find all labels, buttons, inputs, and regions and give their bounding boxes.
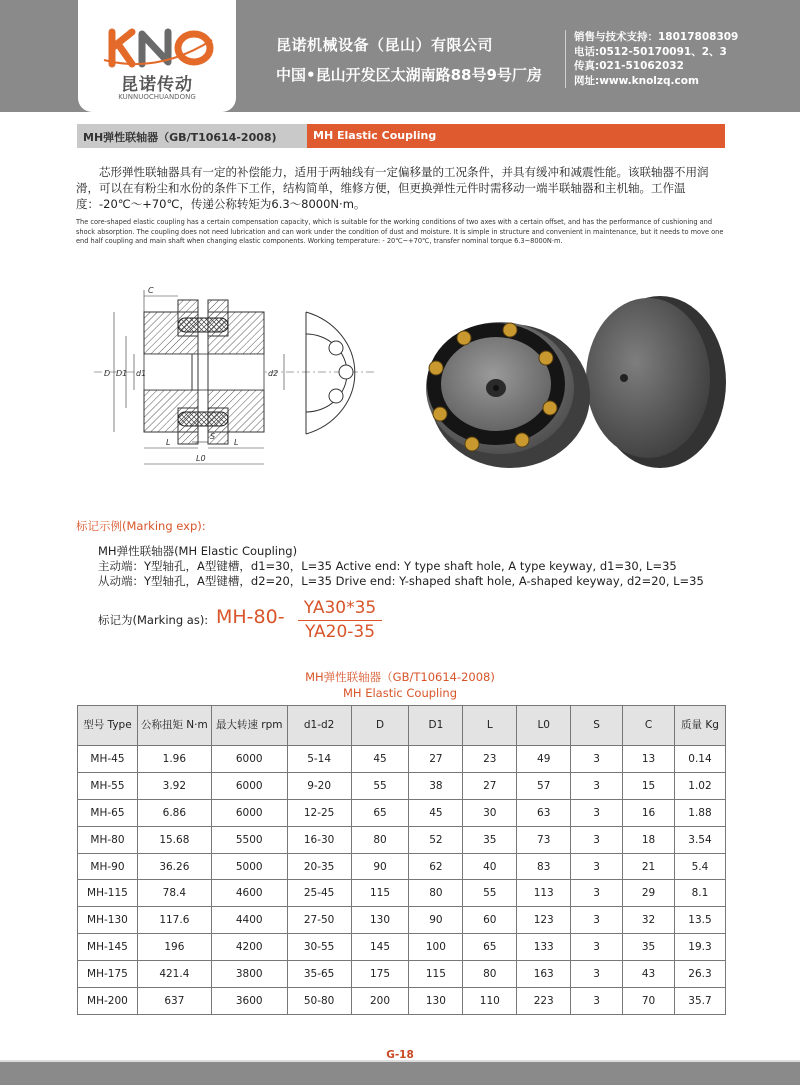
table-cell: 13 bbox=[623, 746, 675, 773]
table-cell: 35-65 bbox=[287, 961, 351, 988]
logo-text-cn: 昆诺传动 bbox=[121, 75, 193, 95]
table-cell: 115 bbox=[351, 880, 409, 907]
marking-example-title: 标记示例(Marking exp): bbox=[76, 519, 206, 533]
table-cell: 21 bbox=[623, 853, 675, 880]
table-cell: 27 bbox=[409, 746, 463, 773]
table-cell: 80 bbox=[409, 880, 463, 907]
table-cell: MH-90 bbox=[78, 853, 138, 880]
table-cell: 35.7 bbox=[674, 988, 725, 1015]
table-cell: 8.1 bbox=[674, 880, 725, 907]
dim-label-l0: L0 bbox=[196, 454, 206, 463]
table-cell: MH-200 bbox=[78, 988, 138, 1015]
table-cell: 16 bbox=[623, 799, 675, 826]
dim-label-d: D bbox=[104, 369, 111, 378]
table-cell: 63 bbox=[517, 799, 571, 826]
col-header-l0: L0 bbox=[517, 706, 571, 746]
table-cell: 3 bbox=[571, 880, 623, 907]
company-address: 中国•昆山开发区太湖南路88号9号厂房 bbox=[276, 66, 542, 84]
dim-label-s: S bbox=[210, 432, 216, 441]
table-cell: 29 bbox=[623, 880, 675, 907]
table-cell: 110 bbox=[463, 988, 517, 1015]
table-row bbox=[78, 799, 726, 826]
table-row bbox=[78, 772, 726, 799]
table-cell: 3.54 bbox=[674, 826, 725, 853]
table-row bbox=[78, 826, 726, 853]
contact-phone: 电话:0512-50170091、2、3 bbox=[574, 45, 727, 58]
table-cell: 6000 bbox=[211, 772, 287, 799]
table-cell: 49 bbox=[517, 746, 571, 773]
table-cell: 9-20 bbox=[287, 772, 351, 799]
table-cell: 3.92 bbox=[137, 772, 211, 799]
dim-label-d2: d2 bbox=[268, 369, 279, 378]
table-cell: 80 bbox=[463, 961, 517, 988]
description-en: The core-shaped elastic coupling has a certain compensation capacity, which is suitable for the working conditions of two axes with a certain offset, and has the performance of cushioning and shock absorption. The coupling does not need lubrication and can work under the condition of dust and moisture. It is simple in structure and convenient in maintenance, but it needs to move one end half coupling and main shaft when changing elastic components. Working temperature: - 20℃~+70℃, transfer nominal torque 6.3~8000N·m. bbox=[76, 218, 724, 246]
dim-label-d1-big: D1 bbox=[116, 369, 128, 378]
table-cell: 13.5 bbox=[674, 907, 725, 934]
table-cell: 70 bbox=[623, 988, 675, 1015]
col-header-type: 型号 Type bbox=[78, 706, 138, 746]
col-header-c: C bbox=[623, 706, 675, 746]
table-cell: 78.4 bbox=[137, 880, 211, 907]
product-photo bbox=[410, 284, 732, 472]
section-title-bar bbox=[77, 124, 725, 148]
table-cell: 90 bbox=[351, 853, 409, 880]
table-cell: 12-25 bbox=[287, 799, 351, 826]
table-title-en: MH Elastic Coupling bbox=[342, 686, 458, 700]
table-row bbox=[78, 961, 726, 988]
table-cell: MH-145 bbox=[78, 934, 138, 961]
section-title-en: MH Elastic Coupling bbox=[313, 129, 437, 142]
table-cell: 18 bbox=[623, 826, 675, 853]
table-cell: MH-45 bbox=[78, 746, 138, 773]
table-row bbox=[78, 934, 726, 961]
marking-line-active-end: 主动端：Y型轴孔，A型键槽，d1=30，L=35 Active end: Y type shaft hole, A type keyway, d1=30, L=35 bbox=[98, 559, 677, 573]
table-cell: 113 bbox=[517, 880, 571, 907]
table-cell: 83 bbox=[517, 853, 571, 880]
table-cell: 38 bbox=[409, 772, 463, 799]
footer-band bbox=[0, 1062, 800, 1085]
table-cell: 421.4 bbox=[137, 961, 211, 988]
table-cell: 1.02 bbox=[674, 772, 725, 799]
table-cell: 40 bbox=[463, 853, 517, 880]
table-cell: 27-50 bbox=[287, 907, 351, 934]
table-cell: 6.86 bbox=[137, 799, 211, 826]
col-header-mass: 质量 Kg bbox=[674, 706, 725, 746]
description-cn: 芯形弹性联轴器具有一定的补偿能力，适用于两轴线有一定偏移量的工况条件，并具有缓冲和减震性能。该联轴器不用润滑，可以在有粉尘和水份的条件下工作，结构简单，维修方便，但更换弹性元件时需移动一端半联轴器和主机轴。工作温度：-20℃～+70℃，传递公称转矩为6.3～8000N·m。 bbox=[76, 165, 709, 211]
table-cell: 3 bbox=[571, 853, 623, 880]
table-cell: 52 bbox=[409, 826, 463, 853]
table-cell: 3 bbox=[571, 826, 623, 853]
col-header-d1-d2: d1-d2 bbox=[287, 706, 351, 746]
page-number: G-18 bbox=[386, 1049, 414, 1061]
logo-text-en: KUNNUOCHUANDONG bbox=[118, 93, 196, 101]
table-cell: 133 bbox=[517, 934, 571, 961]
table-cell: 5500 bbox=[211, 826, 287, 853]
table-row bbox=[78, 907, 726, 934]
table-cell: 15.68 bbox=[137, 826, 211, 853]
dim-label-l-left: L bbox=[166, 438, 171, 447]
table-cell: 45 bbox=[409, 799, 463, 826]
table-cell: 123 bbox=[517, 907, 571, 934]
table-cell: 1.88 bbox=[674, 799, 725, 826]
table-cell: 19.3 bbox=[674, 934, 725, 961]
table-cell: MH-175 bbox=[78, 961, 138, 988]
table-cell: 57 bbox=[517, 772, 571, 799]
table-cell: 43 bbox=[623, 961, 675, 988]
table-cell: 32 bbox=[623, 907, 675, 934]
table-cell: 0.14 bbox=[674, 746, 725, 773]
table-cell: 90 bbox=[409, 907, 463, 934]
table-cell: 637 bbox=[137, 988, 211, 1015]
table-cell: 163 bbox=[517, 961, 571, 988]
col-header-l: L bbox=[463, 706, 517, 746]
table-cell: MH-130 bbox=[78, 907, 138, 934]
table-cell: MH-115 bbox=[78, 880, 138, 907]
marking-code-top: YA30*35 bbox=[303, 598, 377, 618]
table-cell: 6000 bbox=[211, 746, 287, 773]
table-cell: 175 bbox=[351, 961, 409, 988]
contact-sales: 销售与技术支持：18017808309 bbox=[574, 31, 739, 43]
table-cell: 4200 bbox=[211, 934, 287, 961]
table-cell: 16-30 bbox=[287, 826, 351, 853]
table-row bbox=[78, 853, 726, 880]
page-header bbox=[0, 0, 800, 112]
table-cell: 196 bbox=[137, 934, 211, 961]
table-cell: 45 bbox=[351, 746, 409, 773]
dim-label-c: C bbox=[148, 286, 154, 295]
table-cell: 3 bbox=[571, 799, 623, 826]
table-cell: 115 bbox=[409, 961, 463, 988]
table-cell: 62 bbox=[409, 853, 463, 880]
table-cell: 55 bbox=[463, 880, 517, 907]
table-cell: 100 bbox=[409, 934, 463, 961]
contact-info bbox=[574, 30, 738, 88]
marking-as-label: 标记为(Marking as): bbox=[98, 613, 209, 627]
table-cell: 23 bbox=[463, 746, 517, 773]
table-cell: 6000 bbox=[211, 799, 287, 826]
technical-drawing bbox=[74, 282, 404, 480]
col-header-speed: 最大转速 rpm bbox=[211, 706, 287, 746]
table-row bbox=[78, 746, 726, 773]
table-cell: 4400 bbox=[211, 907, 287, 934]
table-row bbox=[78, 988, 726, 1015]
table-cell: MH-80 bbox=[78, 826, 138, 853]
table-cell: 27 bbox=[463, 772, 517, 799]
col-header-d1: D1 bbox=[409, 706, 463, 746]
section-title-cn: MH弹性联轴器（GB/T10614-2008) bbox=[83, 131, 277, 144]
header-divider bbox=[565, 30, 566, 88]
spec-table bbox=[77, 705, 726, 1015]
logo-mark bbox=[98, 28, 216, 68]
table-cell: 3 bbox=[571, 772, 623, 799]
marking-line-drive-end: 从动端：Y型轴孔，A型键槽，d2=20，L=35 Drive end: Y-shaped shaft hole, A-shaped keyway, d2=20, L=35 bbox=[98, 574, 704, 588]
marking-fraction-line bbox=[298, 620, 382, 621]
table-cell: 3 bbox=[571, 961, 623, 988]
table-cell: 15 bbox=[623, 772, 675, 799]
table-cell: 5.4 bbox=[674, 853, 725, 880]
col-header-s: S bbox=[571, 706, 623, 746]
table-cell: 55 bbox=[351, 772, 409, 799]
table-cell: 3 bbox=[571, 907, 623, 934]
table-cell: 4600 bbox=[211, 880, 287, 907]
table-title-cn: MH弹性联轴器（GB/T10614-2008) bbox=[305, 670, 495, 684]
table-cell: 50-80 bbox=[287, 988, 351, 1015]
marking-code-bottom: YA20-35 bbox=[304, 622, 376, 642]
table-row bbox=[78, 880, 726, 907]
company-name: 昆诺机械设备（昆山）有限公司 bbox=[276, 36, 494, 54]
dim-label-l-right: L bbox=[234, 438, 239, 447]
table-cell: 20-35 bbox=[287, 853, 351, 880]
table-cell: 73 bbox=[517, 826, 571, 853]
contact-fax: 传真:021-51062032 bbox=[574, 60, 684, 72]
table-cell: 65 bbox=[463, 934, 517, 961]
table-cell: 30 bbox=[463, 799, 517, 826]
table-cell: 200 bbox=[351, 988, 409, 1015]
contact-website: 网址:www.knolzq.com bbox=[574, 74, 699, 87]
table-cell: 25-45 bbox=[287, 880, 351, 907]
table-cell: MH-65 bbox=[78, 799, 138, 826]
table-cell: 130 bbox=[409, 988, 463, 1015]
table-cell: 145 bbox=[351, 934, 409, 961]
table-cell: 30-55 bbox=[287, 934, 351, 961]
dim-label-d1: d1 bbox=[136, 369, 147, 378]
table-cell: 60 bbox=[463, 907, 517, 934]
col-header-torque: 公称扭矩 N·m bbox=[137, 706, 211, 746]
table-cell: 65 bbox=[351, 799, 409, 826]
table-cell: 26.3 bbox=[674, 961, 725, 988]
table-cell: 3 bbox=[571, 988, 623, 1015]
table-cell: 3 bbox=[571, 746, 623, 773]
marking-code-prefix: MH-80- bbox=[216, 606, 285, 628]
table-cell: MH-55 bbox=[78, 772, 138, 799]
table-cell: 117.6 bbox=[137, 907, 211, 934]
table-header-row bbox=[78, 706, 726, 746]
table-cell: 35 bbox=[623, 934, 675, 961]
company-logo bbox=[78, 0, 236, 112]
marking-line-product: MH弹性联轴器(MH Elastic Coupling) bbox=[98, 544, 298, 558]
table-cell: 5000 bbox=[211, 853, 287, 880]
table-cell: 3600 bbox=[211, 988, 287, 1015]
table-cell: 1.96 bbox=[137, 746, 211, 773]
spec-table-body bbox=[78, 746, 726, 1015]
table-cell: 80 bbox=[351, 826, 409, 853]
table-cell: 35 bbox=[463, 826, 517, 853]
table-cell: 3 bbox=[571, 934, 623, 961]
table-cell: 36.26 bbox=[137, 853, 211, 880]
table-cell: 5-14 bbox=[287, 746, 351, 773]
table-cell: 3800 bbox=[211, 961, 287, 988]
table-cell: 223 bbox=[517, 988, 571, 1015]
table-cell: 130 bbox=[351, 907, 409, 934]
col-header-d: D bbox=[351, 706, 409, 746]
